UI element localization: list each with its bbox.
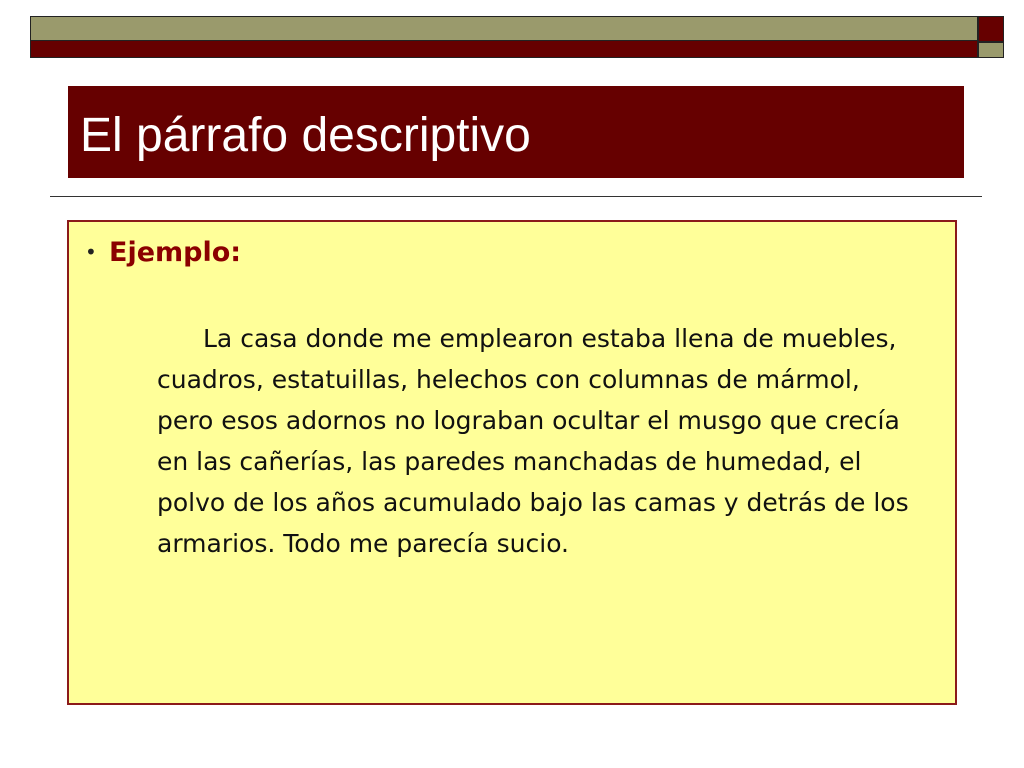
title-divider xyxy=(50,196,982,197)
bullet-dot-icon: • xyxy=(85,240,97,264)
bullet-label: Ejemplo: xyxy=(109,236,242,268)
bullet-item xyxy=(85,234,241,270)
corner-square-maroon xyxy=(978,16,1004,42)
corner-square-olive xyxy=(978,42,1004,58)
top-decorative-band xyxy=(30,16,978,58)
content-box xyxy=(67,220,957,705)
title-banner xyxy=(68,86,964,178)
example-paragraph: La casa donde me emplearon estaba llena de muebles, cuadros, estatuillas, helechos con columnas de mármol, pero esos adornos no lograban ocultar el musgo que crecía en las cañerías, las paredes manchadas de humedad, el polvo de los años acumulado bajo las camas y detrás de los armarios. Todo me parecía sucio. xyxy=(157,324,909,558)
slide-title: El párrafo descriptivo xyxy=(80,109,531,162)
band-olive-stripe xyxy=(31,17,977,41)
band-maroon-stripe xyxy=(31,41,977,58)
